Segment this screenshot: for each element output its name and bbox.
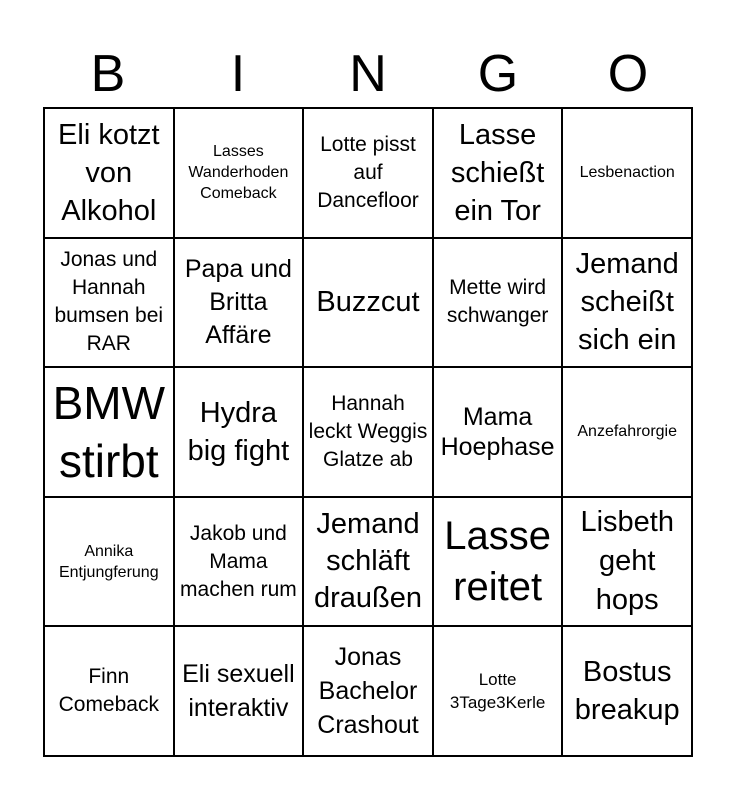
bingo-cell-r0-c3[interactable] <box>433 108 563 238</box>
header-letter-i: I <box>230 45 246 103</box>
cell-label: Lesbenaction <box>579 164 675 182</box>
cell-label: Annika Entjungferung <box>58 542 159 581</box>
bingo-cell-r4-c0[interactable] <box>44 626 174 756</box>
bingo-cell-r4-c1[interactable] <box>174 626 304 756</box>
bingo-cell-r4-c3[interactable] <box>433 626 563 756</box>
cell-label: Lasse schießt ein Tor <box>450 118 545 227</box>
bingo-cell-r3-c1[interactable] <box>174 497 304 627</box>
cell-label: Mette wird schwanger <box>446 276 549 328</box>
cell-label: Lasse reitet <box>444 513 551 609</box>
cell-label: Bostus breakup <box>574 656 680 727</box>
bingo-cell-r3-c3[interactable] <box>433 497 563 627</box>
cell-label: Hydra big fight <box>187 396 290 467</box>
bingo-cell-r3-c0[interactable] <box>44 497 174 627</box>
bingo-cell-r2-c4[interactable] <box>562 367 692 497</box>
bingo-cell-r1-c1[interactable] <box>174 238 304 368</box>
cell-label: Eli sexuell interaktiv <box>182 660 295 723</box>
cell-label: Eli kotzt von Alkohol <box>58 118 160 227</box>
cell-label: Lotte pisst auf Dancefloor <box>317 132 419 212</box>
bingo-cell-r2-c3[interactable] <box>433 367 563 497</box>
cell-label: Lotte 3Tage3Kerle <box>449 670 546 713</box>
bingo-header <box>43 40 693 108</box>
header-letter-n: N <box>349 45 387 103</box>
header-letter-b: B <box>90 45 126 103</box>
bingo-cell-r3-c4[interactable] <box>562 497 692 627</box>
cell-label: Jonas Bachelor Crashout <box>317 643 419 740</box>
bingo-cell-r1-c3[interactable] <box>433 238 563 368</box>
cell-label: BMW stirbt <box>52 376 165 487</box>
cell-label: Hannah leckt Weggis Glatze ab <box>308 391 428 471</box>
bingo-cell-r1-c0[interactable] <box>44 238 174 368</box>
bingo-cell-r0-c0[interactable] <box>44 108 174 238</box>
cell-label: Lisbeth geht hops <box>580 506 674 617</box>
cell-label: Lasses Wanderhoden Comeback <box>188 143 289 203</box>
bingo-cell-r2-c0[interactable] <box>44 367 174 497</box>
cell-label: Mama Hoephase <box>440 402 555 461</box>
bingo-cell-r1-c2[interactable] <box>303 238 433 368</box>
header-letter-o: O <box>607 45 649 103</box>
cell-label: Buzzcut <box>316 286 420 319</box>
bingo-cell-r0-c1[interactable] <box>174 108 304 238</box>
bingo-cell-r4-c2[interactable] <box>303 626 433 756</box>
cell-label: Finn Comeback <box>58 665 159 717</box>
bingo-cell-r0-c2[interactable] <box>303 108 433 238</box>
bingo-cell-r2-c2[interactable] <box>303 367 433 497</box>
cell-label: Jemand schläft draußen <box>313 508 422 615</box>
bingo-card-grid <box>43 107 693 757</box>
bingo-cell-r0-c4[interactable] <box>562 108 692 238</box>
cell-label: Jakob und Mama machen rum <box>180 521 297 601</box>
bingo-cell-r4-c4[interactable] <box>562 626 692 756</box>
cell-label: Jemand scheißt sich ein <box>575 248 679 357</box>
bingo-cell-r1-c4[interactable] <box>562 238 692 368</box>
header-letter-g: G <box>477 45 519 103</box>
bingo-cell-r2-c1[interactable] <box>174 367 304 497</box>
cell-label: Papa und Britta Affäre <box>184 254 292 349</box>
cell-label: Jonas und Hannah bumsen bei RAR <box>54 248 164 356</box>
cell-label: Anzefahrorgie <box>577 423 677 441</box>
bingo-cell-r3-c2[interactable] <box>303 497 433 627</box>
